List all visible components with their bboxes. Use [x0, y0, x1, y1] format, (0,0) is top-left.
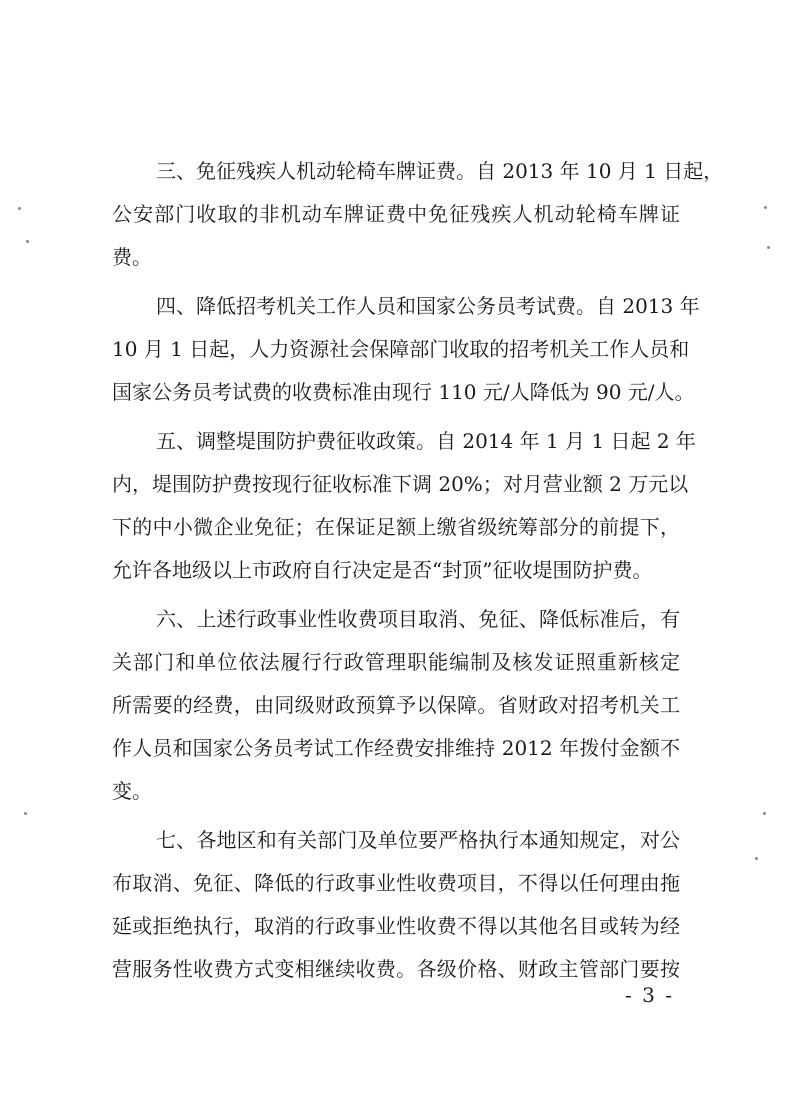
paragraph-item-3 [112, 150, 724, 279]
page-number: - 3 - [625, 983, 674, 1007]
text-line: 五、调整堤围防护费征收政策。自 2014 年 1 月 1 日起 2 年 [156, 429, 696, 453]
paragraph-item-6 [112, 598, 680, 813]
scan-speck [24, 812, 27, 815]
scan-speck [18, 207, 21, 210]
text-line: 下的中小微企业免征；在保证足额上缴省级统筹部分的前提下， [112, 515, 680, 539]
text-line: 关部门和单位依法履行行政管理职能编制及核发证照重新核定 [112, 650, 680, 674]
text-line: 国家公务员考试费的收费标准由现行 110 元/人降低为 90 元/人。 [112, 380, 695, 404]
text-line: 三、免征残疾人机动轮椅车牌证费。自 2013 年 10 月 1 日起， [156, 159, 724, 183]
scan-speck [763, 812, 766, 815]
paragraph-item-4 [112, 285, 700, 414]
paragraph-item-7 [112, 819, 680, 991]
text-line: 费。 [112, 245, 152, 269]
scan-speck [764, 206, 767, 209]
text-line: 公安部门收取的非机动车牌证费中免征残疾人机动轮椅车牌证 [112, 202, 680, 226]
text-line: 营服务性收费方式变相继续收费。各级价格、财政主管部门要按 [112, 957, 680, 981]
scan-speck [755, 857, 758, 860]
text-line: 四、降低招考机关工作人员和国家公务员考试费。自 2013 年 [156, 294, 700, 318]
text-line: 变。 [112, 779, 152, 803]
text-line: 布取消、免征、降低的行政事业性收费项目，不得以任何理由拖 [112, 871, 680, 895]
text-line: 六、上述行政事业性收费项目取消、免征、降低标准后，有 [156, 607, 680, 631]
text-line: 延或拒绝执行，取消的行政事业性收费不得以其他名目或转为经 [112, 914, 680, 938]
document-body [112, 150, 724, 997]
text-line: 作人员和国家公务员考试工作经费安排维持 2012 年拨付金额不 [112, 736, 680, 760]
text-line: 10 月 1 日起，人力资源社会保障部门收取的招考机关工作人员和 [112, 337, 690, 361]
scan-speck [26, 240, 29, 243]
text-line: 所需要的经费，由同级财政预算予以保障。省财政对招考机关工 [112, 693, 680, 717]
text-line: 允许各地级以上市政府自行决定是否“封顶”征收堤围防护费。 [112, 558, 653, 582]
paragraph-item-5 [112, 420, 696, 592]
text-line: 七、各地区和有关部门及单位要严格执行本通知规定，对公 [156, 828, 680, 852]
text-line: 内，堤围防护费按现行征收标准下调 20%；对月营业额 2 万元以 [112, 472, 689, 496]
scan-speck [767, 246, 770, 249]
